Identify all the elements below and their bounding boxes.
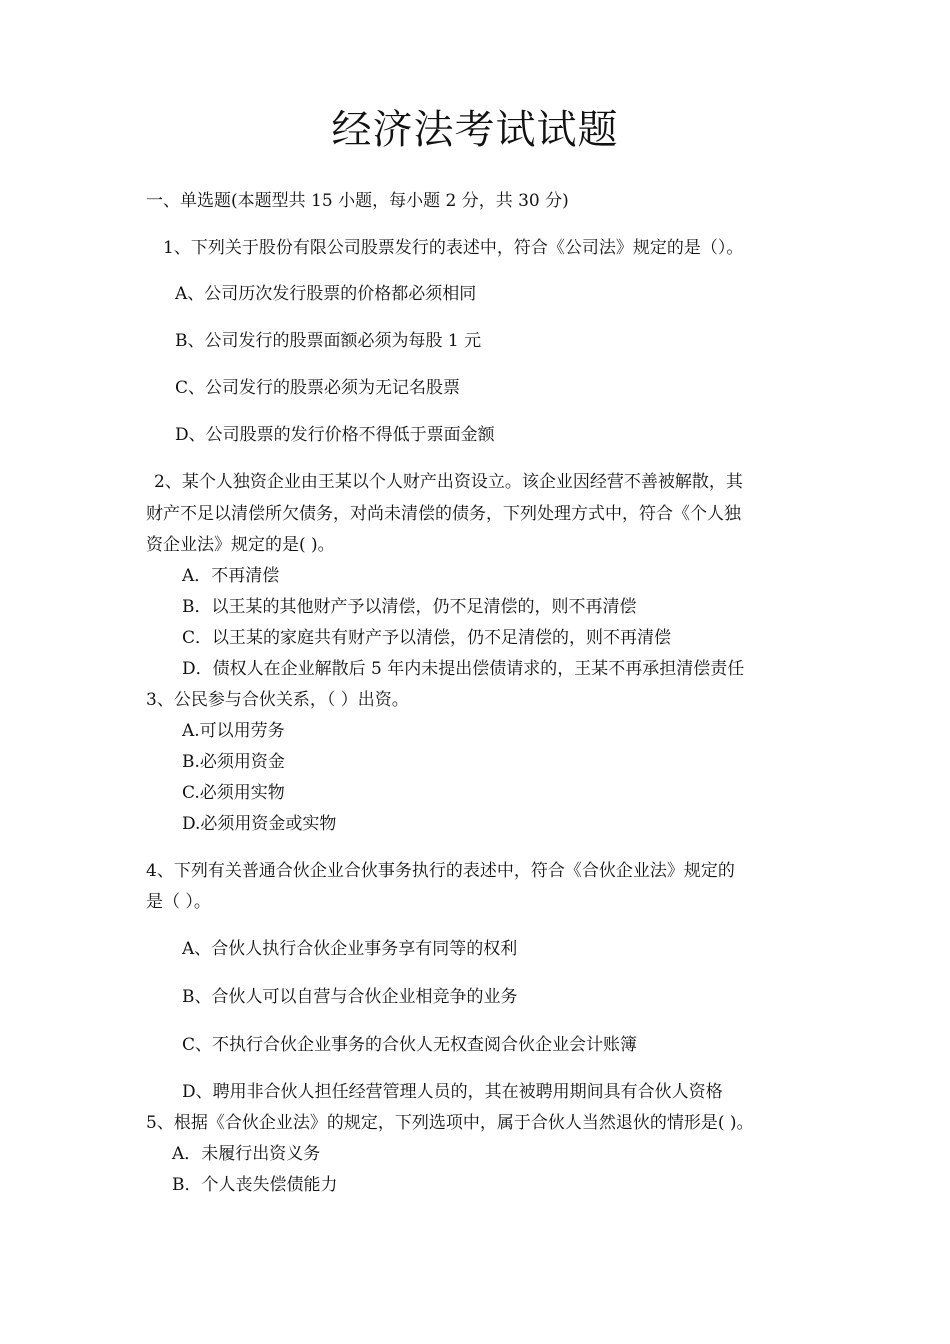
question-1-option-b: B、公司发行的股票面额必须为每股 1 元	[175, 331, 482, 351]
question-2-option-b: B．以王某的其他财产予以清偿，仍不足清偿的，则不再清偿	[182, 597, 637, 617]
question-2-option-a: A．不再清偿	[182, 566, 280, 586]
question-4-option-d: D、聘用非合伙人担任经营管理人员的，其在被聘用期间具有合伙人资格	[182, 1082, 723, 1102]
question-1-option-d: D、公司股票的发行价格不得低于票面金额	[175, 425, 495, 445]
question-1-option-a: A、公司历次发行股票的价格都必须相同	[175, 284, 477, 304]
question-2-stem-line-1: 2、某个人独资企业由王某以个人财产出资设立。该企业因经营不善被解散，其	[154, 472, 743, 492]
question-5-stem: 5、根据《合伙企业法》的规定，下列选项中，属于合伙人当然退伙的情形是( )。	[146, 1113, 754, 1133]
question-5-option-b: B．个人丧失偿债能力	[172, 1175, 338, 1195]
question-2-stem-line-3: 资企业法》规定的是( )。	[146, 535, 335, 555]
question-2-stem-line-2: 财产不足以清偿所欠债务，对尚未清偿的债务，下列处理方式中，符合《个人独	[146, 504, 741, 524]
question-3-option-b: B.必须用资金	[182, 752, 285, 772]
question-3-option-a: A.可以用劳务	[182, 721, 285, 741]
question-2-option-d: D．债权人在企业解散后 5 年内未提出偿债请求的，王某不再承担清偿责任	[182, 659, 745, 679]
question-4-option-a: A、合伙人执行合伙企业事务享有同等的权利	[182, 939, 518, 959]
section-heading: 一、单选题(本题型共 15 小题，每小题 2 分，共 30 分)	[146, 191, 569, 211]
question-3-stem: 3、公民参与合伙关系，（ ）出资。	[146, 690, 409, 710]
question-3-option-d: D.必须用资金或实物	[182, 814, 337, 834]
question-1-option-c: C、公司发行的股票必须为无记名股票	[175, 378, 461, 398]
question-2-option-c: C．以王某的家庭共有财产予以清偿，仍不足清偿的，则不再清偿	[182, 628, 672, 648]
question-4-option-c: C、不执行合伙企业事务的合伙人无权查阅合伙企业会计账簿	[182, 1035, 638, 1055]
document-title: 经济法考试试题	[331, 107, 619, 153]
question-1-stem: 1、下列关于股份有限公司股票发行的表述中，符合《公司法》规定的是（）。	[163, 238, 744, 258]
question-4-stem-line-1: 4、下列有关普通合伙企业合伙事务执行的表述中，符合《合伙企业法》规定的	[146, 861, 735, 881]
question-5-option-a: A．未履行出资义务	[172, 1144, 321, 1164]
question-3-option-c: C.必须用实物	[182, 783, 285, 803]
question-4-option-b: B、合伙人可以自营与合伙企业相竞争的业务	[182, 987, 518, 1007]
question-4-stem-line-2: 是（ ）。	[146, 892, 211, 912]
